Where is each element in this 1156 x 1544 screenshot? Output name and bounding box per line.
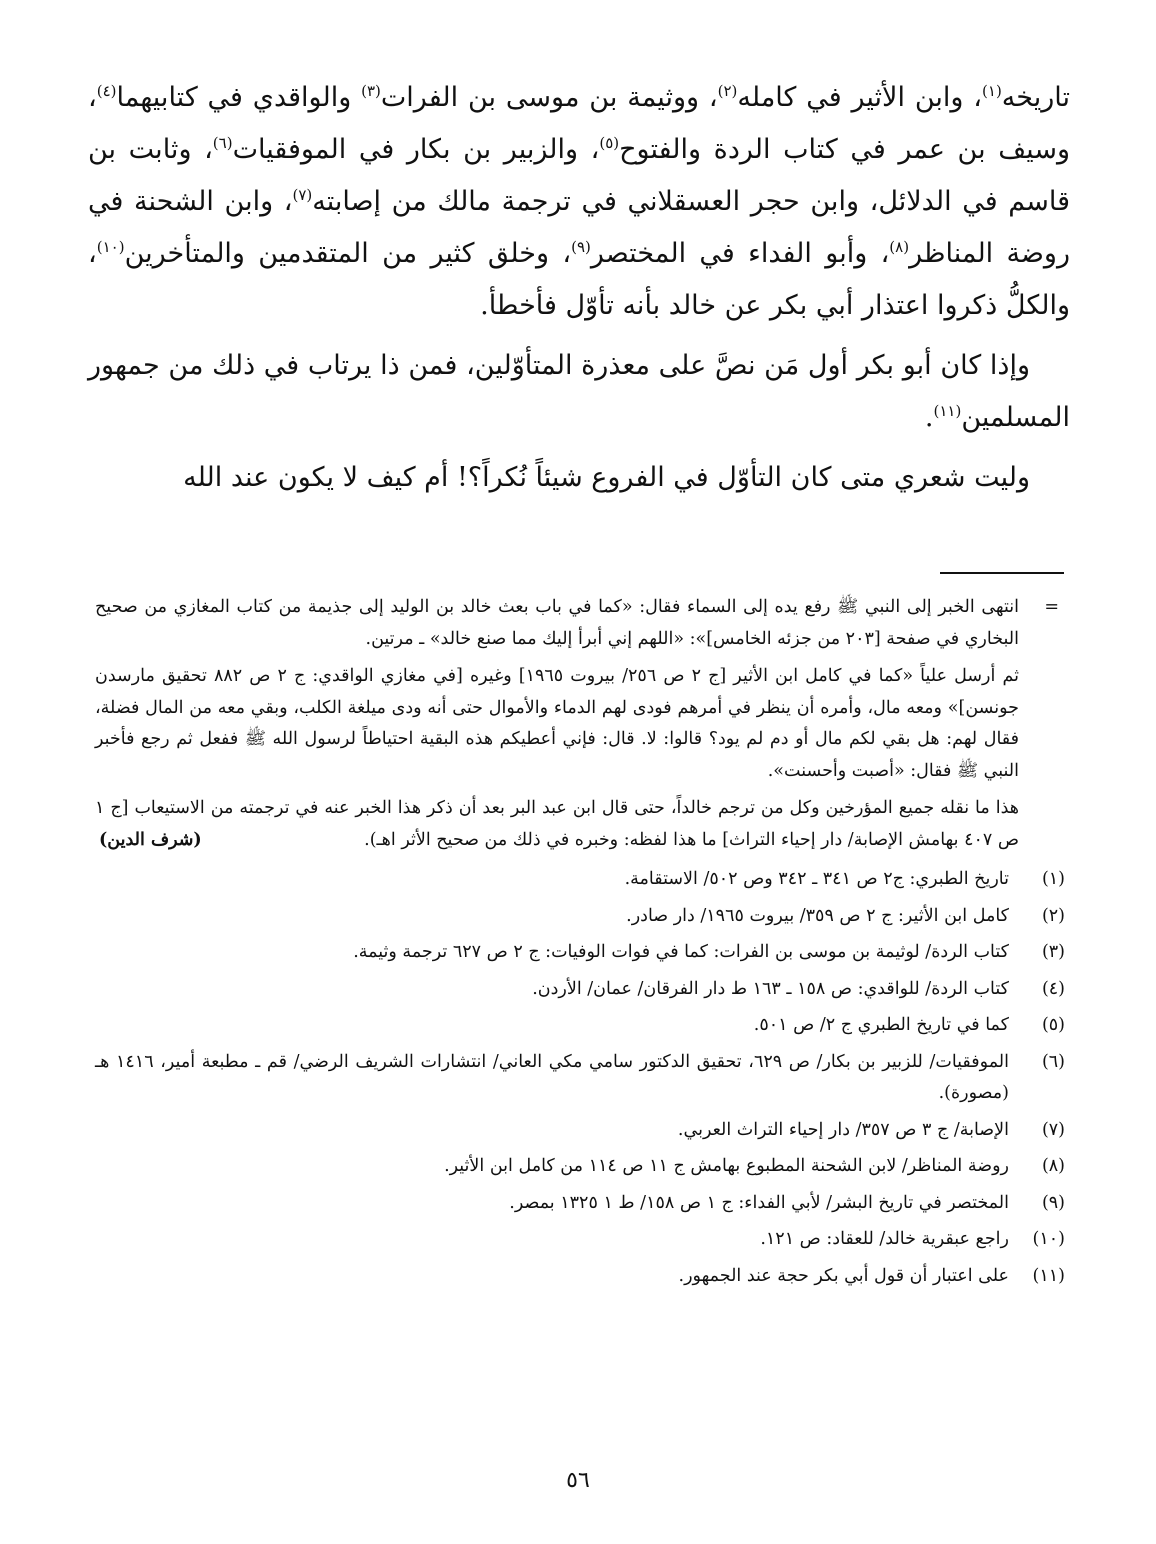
footnotes xyxy=(95,592,1065,1297)
footnote-number: (٥) xyxy=(1041,1015,1065,1035)
footnote-ref[interactable]: (٦) xyxy=(212,134,233,152)
footnote-text: الإصابة/ ج ٣ ص ٣٥٧/ دار إحياء التراث العربي. xyxy=(677,1119,1009,1140)
footnote-item xyxy=(95,1224,1065,1256)
footnote-number: (١٠) xyxy=(1032,1229,1065,1249)
footnote-text: كامل ابن الأثير: ج ٢ ص ٣٥٩/ بيروت ١٩٦٥/ دار صادر. xyxy=(626,905,1009,926)
footnote-item xyxy=(95,1115,1065,1147)
footnote-item xyxy=(95,1261,1065,1293)
footnote-item xyxy=(95,1047,1065,1110)
footnote-paragraph: ثم أرسل علياً «كما في كامل ابن الأثير [ج ٢ ص ٢٥٦/ بيروت ١٩٦٥] وغيره [في مغازي الواقدي: ج ٢ ص ٨٨٢ تحقيق مارسدن جونسن]» ومعه مال، وأمره أن ينظر في أمرهم فودى لهم الدماء والأموال حتى أنه ودى ميلغة الكلب، وبقي معه من المال فضلة، فقال لهم: هل بقي لكم مال أو دم لم يود؟ قالوا: لا. قال: فإني أعطيكم هذه البقية احتياطاً لرسول الله ﷺ ففعل ثم رجع فأخبر النبي ﷺ فقال: «أصبت وأحسنت». xyxy=(95,666,1019,781)
footnote-paragraph: انتهى الخبر إلى النبي ﷺ رفع يده إلى السماء فقال: «كما في باب بعث خالد بن الوليد إلى جذيمة من كتاب المغازي من صحيح البخاري في صفحة [٢٠٣ من جزئه الخامس]»: «اللهم إني أبرأ إليك مما صنع خالد» ـ مرتين. xyxy=(95,597,1019,649)
footnote-text: تاريخ الطبري: ج٢ ص ٣٤١ ـ ٣٤٢ وص ٥٠٢/ الاستقامة. xyxy=(624,869,1009,889)
footnote-separator xyxy=(940,572,1064,574)
footnote-ref[interactable]: (٤) xyxy=(96,82,117,100)
footnote-item xyxy=(95,901,1065,933)
body-text: ، وخلق كثير من المتقدمين والمتأخرين xyxy=(124,238,572,269)
footnote-number: (٧) xyxy=(1041,1119,1065,1140)
footnote-text: الموفقيات/ للزبير بن بكار/ ص ٦٢٩، تحقيق الدكتور سامي مكي العاني/ انتشارات الشريف الرضي/ قم ـ مطبعة أمير، ١٤١٦ هـ (مصورة). xyxy=(95,1051,1010,1103)
footnote-number: (٤) xyxy=(1041,978,1065,999)
body-text: وليت شعري متى كان التأوّل في الفروع شيئاً نُكراً؟! أم كيف لا يكون عند الله xyxy=(183,462,1030,493)
body-text: ، وسيف بن عمر في كتاب الردة والفتوح xyxy=(88,82,1070,165)
footnote-text: المختصر في تاريخ البشر/ لأبي الفداء: ج ١ ص ١٥٨/ ط ١ ١٣٢٥ بمصر. xyxy=(509,1192,1009,1213)
body-text: والواقدي في كتابيهما xyxy=(116,82,362,113)
footnote-number: (٣) xyxy=(1041,942,1065,962)
body-text: ، وثابت بن قاسم في الدلائل، وابن حجر العسقلاني في ترجمة مالك من إصابته xyxy=(88,134,1070,217)
footnote-ref[interactable]: (١١) xyxy=(933,402,962,420)
body-text: . xyxy=(924,402,934,433)
footnote-paragraph-text: هذا ما نقله جميع المؤرخين وكل من ترجم خالداً، حتى قال ابن عبد البر بعد أن ذكر هذا الخبر عنه في ترجمته من الاستيعاب [ج ١ ص ٤٠٧ بهامش الإصابة/ دار إحياء التراث] ما هذا لفظه: وخبره في ذلك من صحيح الأثر اهـ). xyxy=(95,798,1019,850)
continuation-mark: = xyxy=(1044,597,1059,617)
footnote-item xyxy=(95,1188,1065,1220)
footnote-continuation xyxy=(95,592,1065,856)
body-paragraph xyxy=(88,340,1070,444)
footnote-number: (١) xyxy=(1041,869,1065,889)
body-text: ، ووثيمة بن موسى بن الفرات xyxy=(380,82,718,113)
footnote-number: (٨) xyxy=(1041,1156,1065,1176)
footnote-item xyxy=(95,937,1065,969)
footnote-ref[interactable]: (٧) xyxy=(292,186,313,204)
footnote-item xyxy=(95,1010,1065,1042)
body-text: ، والكلُّ ذكروا اعتذار أبي بكر عن خالد بأنه تأوّل فأخطأ. xyxy=(88,238,1070,321)
body-text: وإذا كان أبو بكر أول مَن نصَّ على معذرة المتأوّلين، فمن ذا يرتاب في ذلك من جمهور المسلمين xyxy=(88,350,1070,433)
main-text xyxy=(88,72,1070,504)
footnote-text: روضة المناظر/ لابن الشحنة المطبوع بهامش ج ١١ ص ١١٤ من كامل ابن الأثير. xyxy=(444,1156,1009,1176)
footnote-ref[interactable]: (٨) xyxy=(889,238,910,256)
footnote-ref[interactable]: (٢) xyxy=(717,82,738,100)
footnote-item xyxy=(95,1151,1065,1183)
footnote-number: (١١) xyxy=(1032,1265,1065,1286)
body-text: ، والزبير بن بكار في الموفقيات xyxy=(232,134,600,165)
body-text: ، وابن الشحنة في روضة المناظر xyxy=(88,186,1070,269)
body-paragraph xyxy=(88,72,1070,332)
footnote-ref[interactable]: (٩) xyxy=(571,238,591,256)
footnote-ref[interactable]: (١٠) xyxy=(96,238,125,256)
footnote-item xyxy=(95,864,1065,896)
page xyxy=(88,72,1070,512)
footnote-text: على اعتبار أن قول أبي بكر حجة عند الجمهور. xyxy=(678,1265,1009,1286)
footnote-ref[interactable]: (٣) xyxy=(361,82,381,100)
footnote-list xyxy=(95,864,1065,1292)
page-number: ٥٦ xyxy=(566,1468,590,1493)
body-text: ، وأبو الفداء في المختصر xyxy=(590,238,890,269)
footnote-text: راجع عبقرية خالد/ للعقاد: ص ١٢١. xyxy=(760,1229,1009,1249)
footnote-ref[interactable]: (٥) xyxy=(599,134,620,152)
footnote-ref[interactable]: (١) xyxy=(982,82,1002,100)
body-text: ، وابن الأثير في كامله xyxy=(737,82,983,113)
footnote-number: (٩) xyxy=(1041,1192,1065,1213)
body-text: تاريخه xyxy=(1001,82,1070,113)
footnote-text: كتاب الردة/ لوثيمة بن موسى بن الفرات: كما في فوات الوفيات: ج ٢ ص ٦٢٧ ترجمة وثيمة. xyxy=(353,942,1009,962)
footnote-text: كما في تاريخ الطبري ج ٢/ ص ٥٠١. xyxy=(753,1015,1009,1035)
footnote-paragraph xyxy=(95,793,1019,856)
footnote-number: (٢) xyxy=(1041,905,1065,926)
attribution: (شرف الدين) xyxy=(99,829,202,850)
footnote-number: (٦) xyxy=(1041,1051,1065,1072)
body-paragraph xyxy=(88,452,1070,504)
footnote-text: كتاب الردة/ للواقدي: ص ١٥٨ ـ ١٦٣ ط دار الفرقان/ عمان/ الأردن. xyxy=(532,978,1009,999)
footnote-item xyxy=(95,974,1065,1006)
